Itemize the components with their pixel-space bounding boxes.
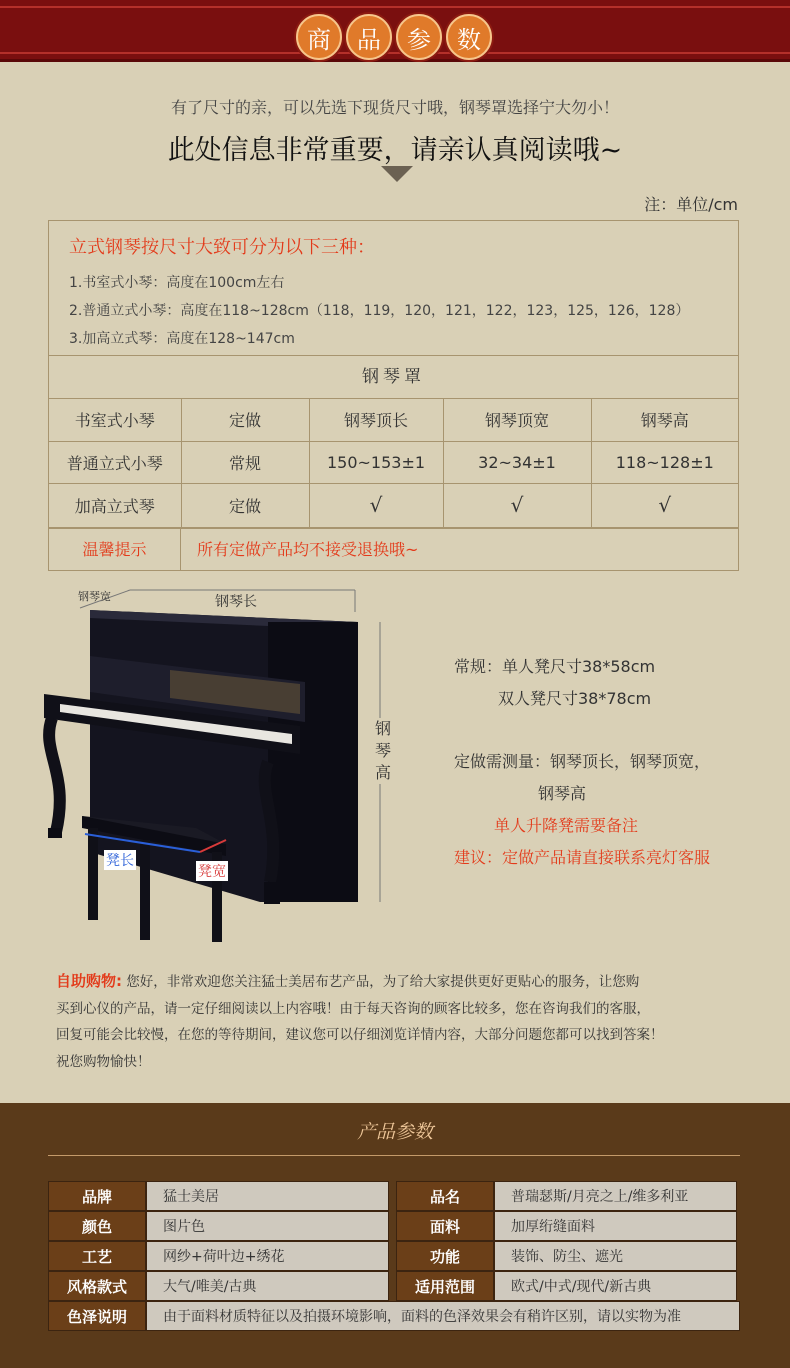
param-value: 装饰、防尘、遮光 xyxy=(494,1241,737,1271)
param-label: 面料 xyxy=(396,1211,494,1241)
shopping-text: 您好，非常欢迎您关注猛士美居布艺产品，为了给大家提供更好更贴心的服务，让您购 xyxy=(126,974,640,990)
param-label: 适用范围 xyxy=(396,1271,494,1301)
param-value: 普瑞瑟斯/月亮之上/维多利亚 xyxy=(494,1181,737,1211)
cell: 加高立式琴 xyxy=(49,483,181,527)
title-char: 数 xyxy=(446,14,492,60)
param-value: 大气/唯美/古典 xyxy=(146,1271,389,1301)
cell: 书室式小琴 xyxy=(49,399,181,441)
cell: 定做 xyxy=(181,483,309,527)
tip-row xyxy=(49,528,738,570)
product-params xyxy=(0,1103,790,1368)
cell: 32~34±1 xyxy=(443,441,591,483)
title-char: 参 xyxy=(396,14,442,60)
bench-width-label: 凳宽 xyxy=(196,861,228,881)
cell: 钢琴顶长 xyxy=(309,399,443,441)
table-row xyxy=(48,1211,740,1241)
note-line: 双人凳尺寸38*78cm xyxy=(498,689,652,708)
header-band xyxy=(0,0,790,62)
param-label: 风格款式 xyxy=(48,1271,146,1301)
cell: 118~128±1 xyxy=(591,441,738,483)
table-row xyxy=(49,399,738,441)
params-title: 产品参数 xyxy=(356,1121,433,1143)
spec-line: 2.普通立式小琴：高度在118~128cm（118，119，120，121，122，123，125，126，128） xyxy=(69,303,690,319)
table-row xyxy=(49,441,738,483)
cell: 150~153±1 xyxy=(309,441,443,483)
note-line: 钢琴高 xyxy=(538,784,587,803)
table-row xyxy=(48,1271,740,1301)
piano-image xyxy=(30,582,410,962)
band-line-top xyxy=(0,6,790,8)
note-line: 常规：单人凳尺寸38*58cm xyxy=(454,657,656,676)
param-label: 颜色 xyxy=(48,1211,146,1241)
table-row xyxy=(48,1301,740,1331)
spec-title: 立式钢琴按尺寸大致可分为以下三种： xyxy=(69,237,375,258)
param-label: 品名 xyxy=(396,1181,494,1211)
param-label: 品牌 xyxy=(48,1181,146,1211)
section-title xyxy=(296,14,492,60)
arrow-down-icon xyxy=(381,166,413,182)
shopping-notice xyxy=(56,968,736,1075)
shopping-label: 自助购物: xyxy=(56,972,122,990)
shopping-line xyxy=(56,968,736,996)
param-value: 由于面料材质特征以及拍摄环境影响，面料的色泽效果会有稍许区别，请以实物为准 xyxy=(146,1301,740,1331)
bench-length-label: 凳长 xyxy=(104,850,136,870)
params-table xyxy=(48,1181,740,1331)
spec-intro xyxy=(49,221,738,356)
cell: 普通立式小琴 xyxy=(49,441,181,483)
note-line: 定做需测量：钢琴顶长，钢琴顶宽， xyxy=(454,752,711,771)
cover-label: 钢琴罩 xyxy=(49,356,738,399)
piano-illustration xyxy=(30,582,410,962)
dim-height-label: 钢琴高 xyxy=(374,719,391,782)
table-row xyxy=(49,483,738,527)
divider xyxy=(48,1155,740,1156)
note-line: 建议：定做产品请直接联系亮灯客服 xyxy=(454,848,711,867)
table-row xyxy=(48,1241,740,1271)
cell: 定做 xyxy=(181,399,309,441)
tip-value: 所有定做产品均不接受退换哦~ xyxy=(197,539,419,559)
check-icon: √ xyxy=(309,483,443,527)
dim-length-label: 钢琴长 xyxy=(212,591,260,611)
spec-table xyxy=(48,220,739,571)
param-value: 猛士美居 xyxy=(146,1181,389,1211)
subline: 有了尺寸的亲，可以先选下现货尺寸哦，钢琴罩选择宁大勿小！ xyxy=(170,98,619,117)
param-value: 网纱+荷叶边+绣花 xyxy=(146,1241,389,1271)
shopping-line: 买到心仪的产品，请一定仔细阅读以上内容哦！由于每天咨询的顾客比较多，您在咨询我们的客服， xyxy=(56,1000,650,1017)
unit-note: 注：单位/cm xyxy=(644,195,738,214)
note-line: 单人升降凳需要备注 xyxy=(494,816,639,835)
check-icon: √ xyxy=(591,483,738,527)
cell: 钢琴顶宽 xyxy=(443,399,591,441)
headline: 此处信息非常重要，请亲认真阅读哦~ xyxy=(167,135,623,166)
param-label: 工艺 xyxy=(48,1241,146,1271)
dim-width-label: 钢琴宽 xyxy=(78,590,111,603)
param-label: 功能 xyxy=(396,1241,494,1271)
check-icon: √ xyxy=(443,483,591,527)
cell: 常规 xyxy=(181,441,309,483)
param-value: 欧式/中式/现代/新古典 xyxy=(494,1271,737,1301)
tip-label: 温馨提示 xyxy=(49,529,181,570)
param-value: 图片色 xyxy=(146,1211,389,1241)
param-value: 加厚绗缝面料 xyxy=(494,1211,737,1241)
shopping-line: 回复可能会比较慢，在您的等待期间，建议您可以仔细浏览详情内容，大部分问题您都可以找到答案！ xyxy=(56,1027,664,1043)
size-grid xyxy=(49,399,738,528)
shopping-line: 祝您购物愉快！ xyxy=(56,1053,151,1070)
table-row xyxy=(48,1181,740,1211)
spec-line: 1.书室式小琴：高度在100cm左右 xyxy=(69,275,285,291)
spec-line: 3.加高立式琴：高度在128~147cm xyxy=(69,331,295,347)
title-char: 商 xyxy=(296,14,342,60)
param-label: 色泽说明 xyxy=(48,1301,146,1331)
title-char: 品 xyxy=(346,14,392,60)
cell: 钢琴高 xyxy=(591,399,738,441)
